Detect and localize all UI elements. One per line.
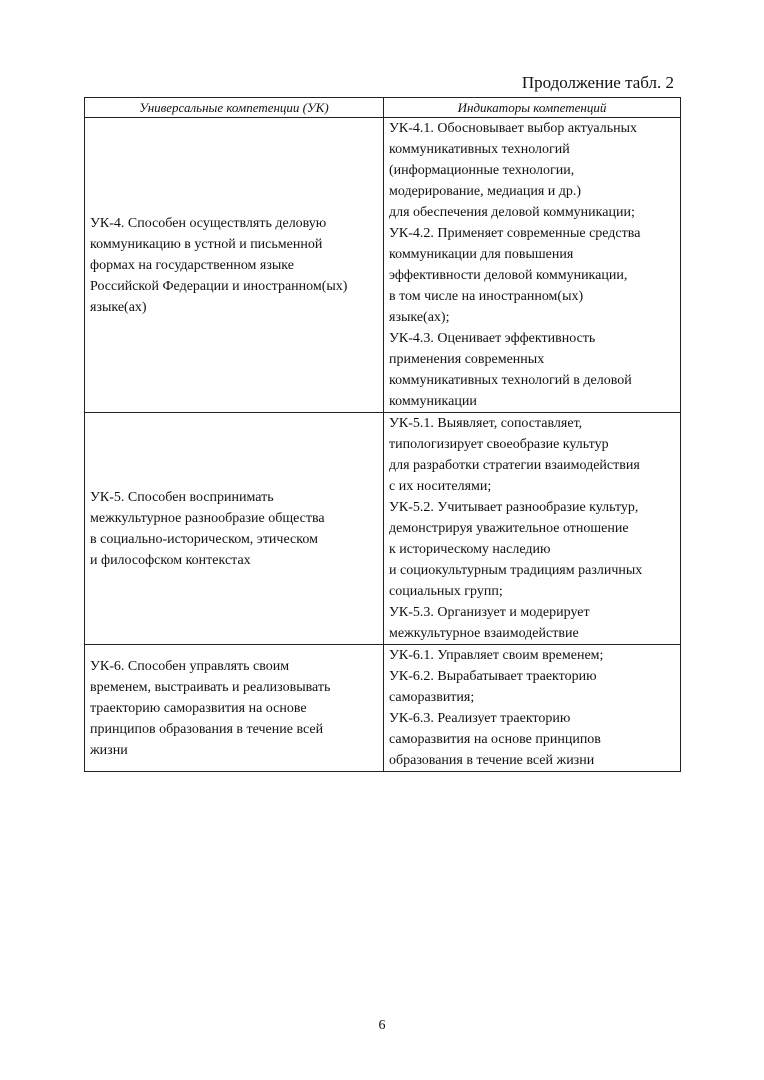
text-line: УК-4.1. Обосновывает выбор актуальных (389, 121, 638, 136)
text-line: УК-4. Способен осуществлять деловую (90, 215, 327, 231)
text-line: УК-6. Способен управлять своим (90, 658, 290, 674)
text-line: коммуникации (389, 394, 477, 409)
text-line: траекторию саморазвития на основе (90, 700, 307, 716)
text-line: формах на государственном языке (90, 257, 294, 273)
text-line: типологизирует своеобразие культур (389, 437, 609, 452)
text-line: применения современных (389, 352, 545, 367)
text-line: языке(ах); (389, 310, 450, 325)
indicators-cell-uk5 (384, 413, 681, 645)
text-line: и философском контекстах (90, 552, 251, 568)
text-line: УК-5.1. Выявляет, сопоставляет, (389, 416, 583, 431)
table-row-uk4 (85, 118, 681, 413)
text-line: коммуникативных технологий (389, 142, 570, 157)
page-number: 6 (378, 1018, 386, 1033)
text-line: модерирование, медиация и др.) (389, 184, 582, 199)
text-line: коммуникации для повышения (389, 247, 574, 262)
text-line: и социокультурным традициям различных (389, 563, 643, 578)
text-line: для обеспечения деловой коммуникации; (389, 205, 635, 220)
text-line: коммуникативных технологий в деловой (389, 373, 632, 388)
text-line: для разработки стратегии взаимодействия (389, 458, 640, 473)
competence-cell-uk6 (85, 645, 384, 772)
text-line: межкультурное взаимодействие (389, 626, 579, 641)
text-line: образования в течение всей жизни (389, 753, 595, 768)
text-line: социальных групп; (389, 584, 503, 599)
text-line: принципов образования в течение всей (90, 721, 324, 737)
table-header-row (85, 98, 681, 118)
text-line: языке(ах) (90, 299, 147, 315)
text-line: УК-5.2. Учитывает разнообразие культур, (389, 500, 639, 515)
text-line: саморазвития; (389, 690, 475, 705)
text-line: УК-6.2. Вырабатывает траекторию (389, 669, 597, 684)
competencies-table (84, 97, 681, 772)
text-line: УК-6.1. Управляет своим временем; (389, 648, 604, 663)
text-line: в том числе на иностранном(ых) (389, 289, 584, 304)
text-line: эффективности деловой коммуникации, (389, 268, 628, 283)
text-line: УК-5. Способен воспринимать (90, 489, 274, 505)
header-competencies: Универсальные компетенции (УК) (85, 98, 384, 118)
text-line: временем, выстраивать и реализовывать (90, 679, 331, 695)
indicators-cell-uk4 (384, 118, 681, 413)
text-line: коммуникацию в устной и письменной (90, 236, 323, 252)
table-caption: Продолжение табл. 2 (521, 73, 674, 92)
text-line: (информационные технологии, (389, 163, 575, 178)
text-line: с их носителями; (389, 479, 492, 494)
text-line: жизни (90, 742, 128, 758)
text-line: в социально-историческом, этическом (90, 531, 318, 547)
text-line: демонстрируя уважительное отношение (389, 521, 629, 536)
text-line: УК-6.3. Реализует траекторию (389, 711, 571, 726)
text-line: к историческому наследию (389, 542, 551, 557)
indicators-cell-uk6 (384, 645, 681, 772)
table-row-uk6 (85, 645, 681, 772)
competence-cell-uk5 (85, 413, 384, 645)
text-line: УК-4.2. Применяет современные средства (389, 226, 641, 241)
text-line: саморазвития на основе принципов (389, 732, 601, 747)
header-indicators: Индикаторы компетенций (384, 98, 681, 118)
text-line: межкультурное разнообразие общества (90, 510, 325, 526)
text-line: Российской Федерации и иностранном(ых) (90, 278, 348, 294)
text-line: УК-4.3. Оценивает эффективность (389, 331, 596, 346)
competence-cell-uk4 (85, 118, 384, 413)
table-row-uk5 (85, 413, 681, 645)
text-line: УК-5.3. Организует и модерирует (389, 605, 590, 620)
